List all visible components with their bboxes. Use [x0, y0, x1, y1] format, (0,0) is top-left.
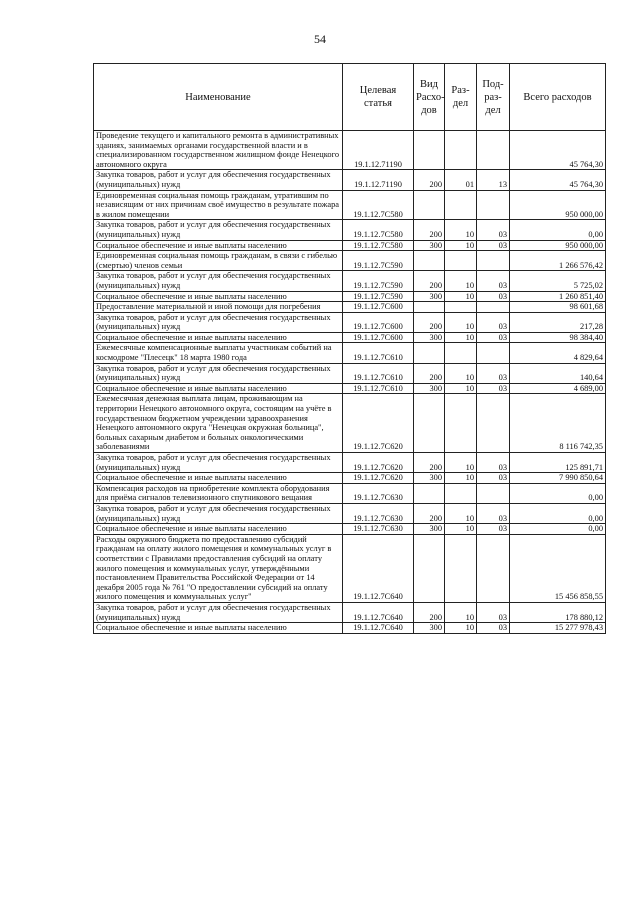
row-section [445, 302, 477, 313]
row-total: 1 260 851,40 [510, 291, 606, 302]
row-expense-type [414, 131, 445, 170]
row-total: 217,28 [510, 312, 606, 332]
row-name: Единовременная социальная помощь гражданам, утратившим по независящим от них причинам своё имущество в результате пожара в жилом помещении [94, 190, 343, 220]
table-row [94, 332, 606, 343]
table-row [94, 131, 606, 170]
header-section: Раз-дел [445, 64, 477, 131]
row-expense-type [414, 534, 445, 602]
row-section: 10 [445, 220, 477, 240]
row-target-article: 19.1.12.7C610 [343, 343, 414, 363]
row-name: Компенсация расходов на приобретение комплекта оборудования для приёма сигналов телевизионного спутникового вещания [94, 483, 343, 503]
row-name: Закупка товаров, работ и услуг для обеспечения государственных (муниципальных) нужд [94, 220, 343, 240]
row-subsection [477, 251, 510, 271]
header-subsection: Под-раз-дел [477, 64, 510, 131]
row-subsection [477, 394, 510, 453]
row-target-article: 19.1.12.7C600 [343, 332, 414, 343]
row-subsection: 03 [477, 220, 510, 240]
row-name: Социальное обеспечение и иные выплаты населению [94, 332, 343, 343]
row-total: 0,00 [510, 220, 606, 240]
row-name: Закупка товаров, работ и услуг для обеспечения государственных (муниципальных) нужд [94, 363, 343, 383]
header-expense-type: Вид Расхо-дов [414, 64, 445, 131]
row-total: 5 725,02 [510, 271, 606, 291]
row-total: 45 764,30 [510, 170, 606, 190]
table-row [94, 524, 606, 535]
row-expense-type: 300 [414, 623, 445, 634]
row-section: 10 [445, 623, 477, 634]
row-subsection: 03 [477, 602, 510, 622]
row-subsection [477, 131, 510, 170]
row-expense-type [414, 190, 445, 220]
row-section: 10 [445, 602, 477, 622]
row-target-article: 19.1.12.7C580 [343, 220, 414, 240]
row-section [445, 131, 477, 170]
row-target-article: 19.1.12.7C610 [343, 363, 414, 383]
row-name: Единовременная социальная помощь гражданам, в связи с гибелью (смертью) членов семьи [94, 251, 343, 271]
row-target-article: 19.1.12.7C580 [343, 190, 414, 220]
row-section: 10 [445, 291, 477, 302]
table-row [94, 473, 606, 484]
table-row [94, 312, 606, 332]
row-section: 10 [445, 473, 477, 484]
table-row [94, 170, 606, 190]
row-section: 01 [445, 170, 477, 190]
row-section: 10 [445, 332, 477, 343]
row-target-article: 19.1.12.7C640 [343, 602, 414, 622]
row-total: 0,00 [510, 524, 606, 535]
row-target-article: 19.1.12.7C630 [343, 524, 414, 535]
row-name: Социальное обеспечение и иные выплаты населению [94, 291, 343, 302]
budget-table [93, 63, 606, 634]
row-total: 140,64 [510, 363, 606, 383]
row-name: Предоставление материальной и иной помощи для погребения [94, 302, 343, 313]
row-expense-type: 300 [414, 332, 445, 343]
row-total: 0,00 [510, 503, 606, 523]
row-name: Ежемесячная денежная выплата лицам, проживающим на территории Ненецкого автономного округа, состоящим на учёте в государственном бюджетном учреждении здравоохранения Ненецкого автономного округа "Ненецкая окружная больница", больных сахарным диабетом и больных онкологическими заболеваниями [94, 394, 343, 453]
row-subsection: 03 [477, 524, 510, 535]
row-target-article: 19.1.12.7C600 [343, 312, 414, 332]
row-expense-type: 300 [414, 473, 445, 484]
row-name: Расходы окружного бюджета по предоставлению субсидий гражданам на оплату жилого помещения и коммунальных услуг в соответствии с Правилами предоставления субсидий на оплату жилого помещения и коммунальных услуг, утверждёнными постановлением Правительства Российской Федерации от 14 декабря 2005 года № 761 "О предоставлении субсидий на оплату жилого помещения и коммунальных услуг" [94, 534, 343, 602]
row-name: Социальное обеспечение и иные выплаты населению [94, 473, 343, 484]
row-name: Закупка товаров, работ и услуг для обеспечения государственных (муниципальных) нужд [94, 312, 343, 332]
row-subsection: 03 [477, 271, 510, 291]
row-section: 10 [445, 240, 477, 251]
row-total: 4 689,00 [510, 383, 606, 394]
row-subsection: 03 [477, 623, 510, 634]
row-name: Социальное обеспечение и иные выплаты населению [94, 240, 343, 251]
table-row [94, 251, 606, 271]
row-expense-type [414, 251, 445, 271]
row-target-article: 19.1.12.7C630 [343, 483, 414, 503]
row-target-article: 19.1.12.7C590 [343, 251, 414, 271]
row-section [445, 394, 477, 453]
row-target-article: 19.1.12.71190 [343, 170, 414, 190]
row-subsection: 13 [477, 170, 510, 190]
row-name: Социальное обеспечение и иные выплаты населению [94, 623, 343, 634]
table-row [94, 271, 606, 291]
table-row [94, 220, 606, 240]
row-section [445, 534, 477, 602]
row-expense-type [414, 483, 445, 503]
row-expense-type: 200 [414, 170, 445, 190]
row-name: Закупка товаров, работ и услуг для обеспечения государственных (муниципальных) нужд [94, 271, 343, 291]
row-target-article: 19.1.12.7C600 [343, 302, 414, 313]
row-subsection: 03 [477, 312, 510, 332]
row-section: 10 [445, 271, 477, 291]
table-row [94, 190, 606, 220]
row-name: Закупка товаров, работ и услуг для обеспечения государственных (муниципальных) нужд [94, 602, 343, 622]
row-target-article: 19.1.12.7C640 [343, 623, 414, 634]
row-total: 178 880,12 [510, 602, 606, 622]
row-total: 0,00 [510, 483, 606, 503]
header-target-article: Целевая статья [343, 64, 414, 131]
row-subsection [477, 483, 510, 503]
row-expense-type: 200 [414, 503, 445, 523]
row-total: 45 764,30 [510, 131, 606, 170]
table-row [94, 343, 606, 363]
row-target-article: 19.1.12.7C580 [343, 240, 414, 251]
row-expense-type: 200 [414, 271, 445, 291]
row-target-article: 19.1.12.7C620 [343, 394, 414, 453]
row-expense-type: 200 [414, 453, 445, 473]
table-body [94, 131, 606, 634]
row-expense-type: 200 [414, 220, 445, 240]
row-target-article: 19.1.12.7C620 [343, 473, 414, 484]
row-total: 15 277 978,43 [510, 623, 606, 634]
page-number: 54 [314, 32, 326, 46]
row-subsection: 03 [477, 453, 510, 473]
row-expense-type: 200 [414, 363, 445, 383]
row-target-article: 19.1.12.7C590 [343, 291, 414, 302]
table-row [94, 503, 606, 523]
table-row [94, 291, 606, 302]
row-name: Проведение текущего и капитального ремонта в административных зданиях, занимаемых органами государственной власти и в специализированном государственном жилищном фонде Ненецкого автономного округа [94, 131, 343, 170]
row-target-article: 19.1.12.71190 [343, 131, 414, 170]
row-target-article: 19.1.12.7C640 [343, 534, 414, 602]
header-total: Всего расходов [510, 64, 606, 131]
row-expense-type: 200 [414, 602, 445, 622]
row-section: 10 [445, 453, 477, 473]
row-subsection [477, 190, 510, 220]
header-name: Наименование [94, 64, 343, 131]
row-subsection: 03 [477, 473, 510, 484]
row-subsection: 03 [477, 503, 510, 523]
table-row [94, 453, 606, 473]
row-subsection: 03 [477, 332, 510, 343]
row-total: 950 000,00 [510, 190, 606, 220]
row-subsection [477, 534, 510, 602]
row-total: 98 601,68 [510, 302, 606, 313]
row-total: 125 891,71 [510, 453, 606, 473]
table-row [94, 363, 606, 383]
table-row [94, 534, 606, 602]
row-name: Закупка товаров, работ и услуг для обеспечения государственных (муниципальных) нужд [94, 453, 343, 473]
row-name: Закупка товаров, работ и услуг для обеспечения государственных (муниципальных) нужд [94, 503, 343, 523]
row-section [445, 251, 477, 271]
table-row [94, 302, 606, 313]
table-row [94, 602, 606, 622]
row-subsection: 03 [477, 291, 510, 302]
row-subsection [477, 302, 510, 313]
table-row [94, 383, 606, 394]
row-subsection: 03 [477, 240, 510, 251]
row-total: 7 990 850,64 [510, 473, 606, 484]
table-row [94, 623, 606, 634]
row-section [445, 483, 477, 503]
row-name: Закупка товаров, работ и услуг для обеспечения государственных (муниципальных) нужд [94, 170, 343, 190]
row-total: 950 000,00 [510, 240, 606, 251]
row-expense-type [414, 394, 445, 453]
row-target-article: 19.1.12.7C620 [343, 453, 414, 473]
row-total: 8 116 742,35 [510, 394, 606, 453]
row-expense-type: 200 [414, 312, 445, 332]
row-name: Ежемесячные компенсационные выплаты участникам событий на космодроме "Плесецк" 18 марта 1980 года [94, 343, 343, 363]
row-total: 98 384,40 [510, 332, 606, 343]
table-row [94, 483, 606, 503]
row-section: 10 [445, 524, 477, 535]
row-subsection: 03 [477, 383, 510, 394]
row-section [445, 343, 477, 363]
row-name: Социальное обеспечение и иные выплаты населению [94, 524, 343, 535]
row-expense-type [414, 343, 445, 363]
row-section: 10 [445, 312, 477, 332]
row-section: 10 [445, 503, 477, 523]
table-row [94, 240, 606, 251]
row-expense-type: 300 [414, 240, 445, 251]
row-total: 15 456 858,55 [510, 534, 606, 602]
table-header-row [94, 64, 606, 131]
row-expense-type: 300 [414, 291, 445, 302]
row-section [445, 190, 477, 220]
row-total: 4 829,64 [510, 343, 606, 363]
row-expense-type: 300 [414, 524, 445, 535]
row-section: 10 [445, 363, 477, 383]
row-name: Социальное обеспечение и иные выплаты населению [94, 383, 343, 394]
table-row [94, 394, 606, 453]
row-target-article: 19.1.12.7C630 [343, 503, 414, 523]
row-target-article: 19.1.12.7C590 [343, 271, 414, 291]
row-subsection: 03 [477, 363, 510, 383]
row-expense-type [414, 302, 445, 313]
row-target-article: 19.1.12.7C610 [343, 383, 414, 394]
row-subsection [477, 343, 510, 363]
row-expense-type: 300 [414, 383, 445, 394]
row-section: 10 [445, 383, 477, 394]
row-total: 1 266 576,42 [510, 251, 606, 271]
